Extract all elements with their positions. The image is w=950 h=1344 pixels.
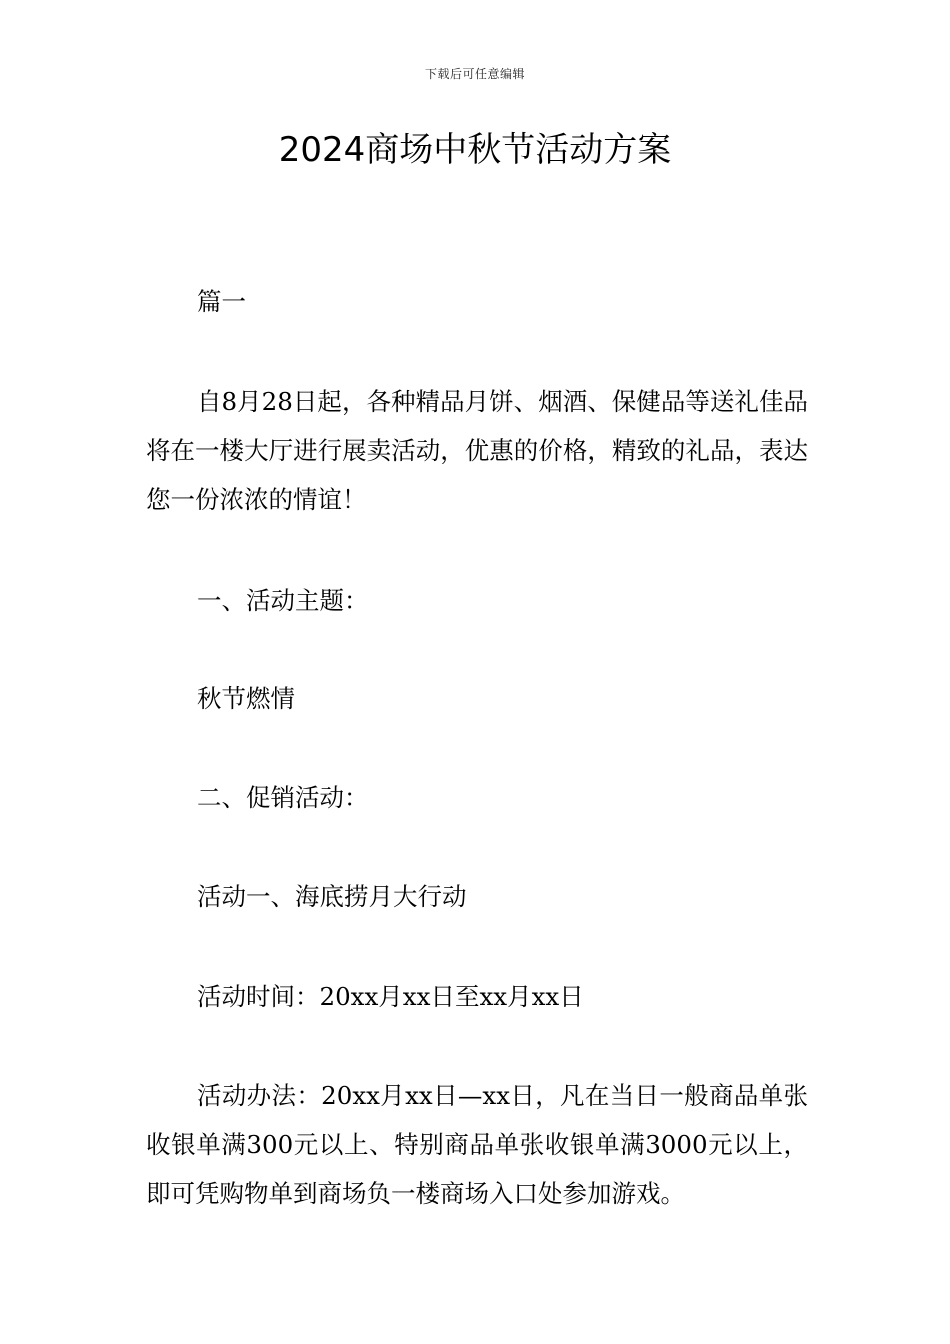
header-note: 下载后可任意编辑	[424, 67, 525, 81]
heading-theme: 一、活动主题：	[197, 586, 369, 615]
intro-paragraph: 自8月28日起，各种精品月饼、烟酒、保健品等送礼佳品将在一楼大厅进行展卖活动，优惠的价格，精致的礼品，表达您一份浓浓的情谊！	[146, 387, 808, 514]
document-title: 2024商场中秋节活动方案	[278, 130, 672, 170]
section-label: 篇一	[197, 287, 246, 316]
activity-time: 活动时间：20xx月xx日至xx月xx日	[197, 982, 584, 1011]
activity-method: 活动办法：20xx月xx日—xx日，凡在当日一般商品单张收银单满300元以上、特别商品单张收银单满3000元以上，即可凭购物单到商场负一楼商场入口处参加游戏。	[146, 1081, 808, 1208]
theme-text: 秋节燃情	[197, 684, 295, 713]
heading-promotion: 二、促销活动：	[197, 783, 369, 812]
activity-one-title: 活动一、海底捞月大行动	[197, 882, 467, 911]
